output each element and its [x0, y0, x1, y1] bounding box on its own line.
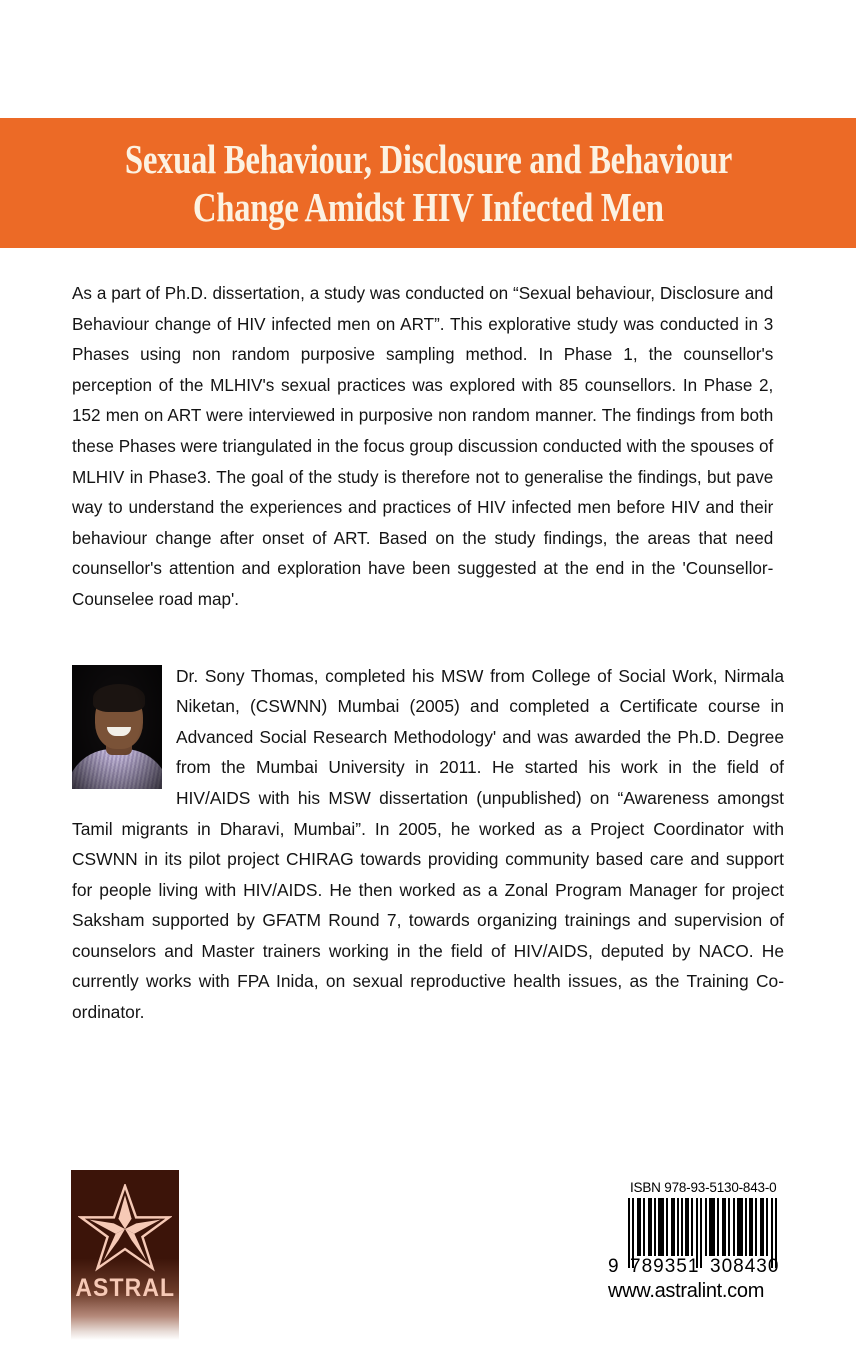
content-area: [72, 278, 784, 1028]
five-pointed-star-icon: [78, 1184, 172, 1274]
portrait-vignette: [72, 665, 162, 789]
author-photo: [72, 665, 162, 789]
publisher-logo: [71, 1170, 179, 1340]
book-description: As a part of Ph.D. dissertation, a study was conducted on “Sexual behaviour, Disclosure and Behaviour change of HIV infected men on ART”. This explorative study was conducted in 3 Phases using non random purposive sampling method. In Phase 1, the counsellor's perception of the MLHIV's sexual practices was explored with 85 counsellors. In Phase 2, 152 men on ART were interviewed in purposive non random manner. The findings from both these Phases were triangulated in the focus group discussion conducted with the spouses of MLHIV in Phase3. The goal of the study is therefore not to generalise the findings, but pave way to understand the experiences and practices of HIV infected men before HIV and their behaviour change after onset of ART. Based on the study findings, the areas that need counsellor's attention and exploration have been suggested at the end in the 'Counsellor-Counselee road map'.: [72, 283, 774, 609]
barcode-left-digits: 789351: [630, 1256, 700, 1277]
publisher-name: ASTRAL: [75, 1274, 176, 1302]
title-banner: [0, 118, 856, 248]
barcode-right-digits: 308430: [710, 1256, 780, 1277]
isbn-text: ISBN 978-93-5130-843-0: [630, 1180, 777, 1195]
publisher-website: www.astralint.com: [608, 1280, 765, 1302]
book-title-line-1: Sexual Behaviour, Disclosure and Behaviour: [124, 136, 732, 182]
author-biography: Dr. Sony Thomas, completed his MSW from College of Social Work, Nirmala Niketan, (CSWNN) Mumbai (2005) and completed a Certificate course in Advanced Social Research Methodology' and was awarded the Ph.D. Degree from the Mumbai University in 2011. He started his work in the field of HIV/AIDS with his MSW dissertation (unpublished) on “Awareness amongst Tamil migrants in Dharavi, Mumbai”. In 2005, he worked as a Project Coordinator with CSWNN in its pilot project CHIRAG towards providing community based care and support for people living with HIV/AIDS. He then worked as a Zonal Program Manager for project Saksham supported by GFATM Round 7, towards organizing trainings and supervision of counselors and Master trainers working in the field of HIV/AIDS, deputed by NACO. He currently works with FPA Inida, on sexual reproductive health issues, as the Training Co-ordinator.: [72, 665, 784, 1023]
barcode-image: [608, 1198, 790, 1276]
barcode-lead-digit: 9: [608, 1256, 620, 1277]
author-bio-block: [72, 661, 784, 1028]
barcode-block: [608, 1180, 790, 1303]
book-title-line-2: Change Amidst HIV Infected Men: [192, 184, 664, 230]
